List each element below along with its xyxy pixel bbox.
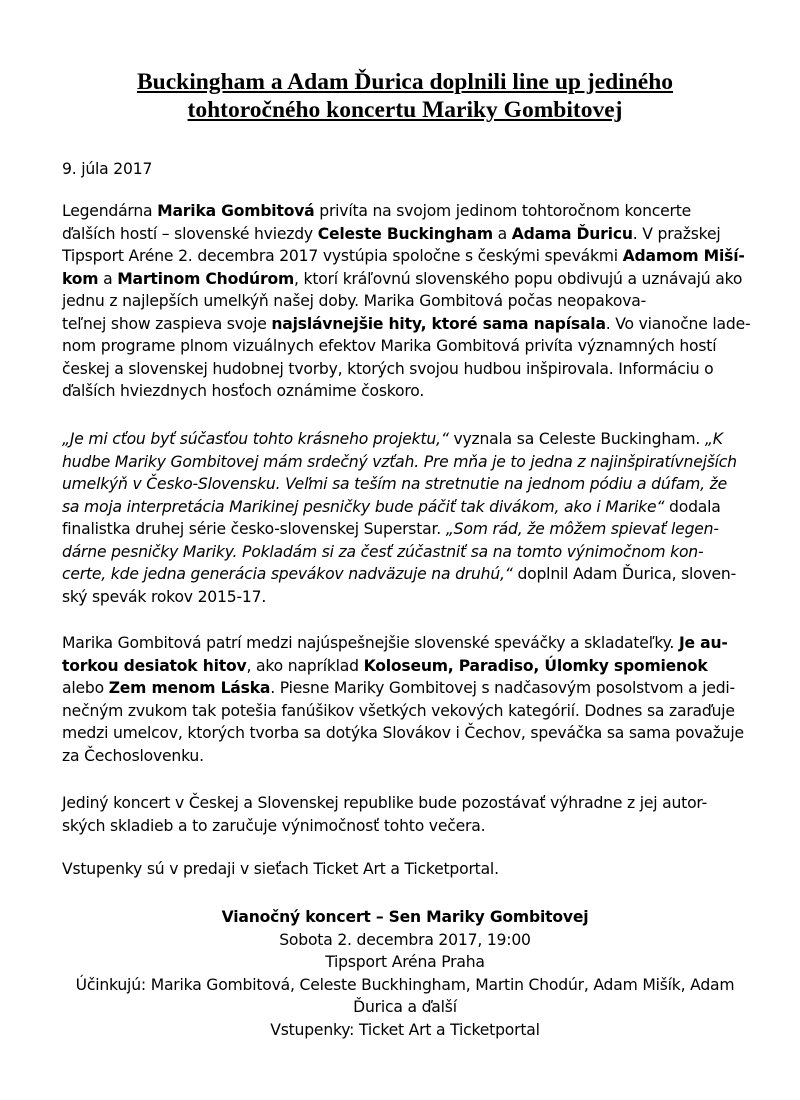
plain-text: Tipsport Aréne 2. decembra 2017 vystúpia spoločne s českými spevákmi bbox=[62, 247, 623, 265]
event-performers-cont: Ďurica a ďalší bbox=[353, 998, 457, 1016]
paragraph-intro bbox=[62, 200, 752, 403]
bold-text: Celeste Buckingham bbox=[317, 224, 493, 243]
plain-text: privíta na svojom jedinom tohtoročnom koncerte bbox=[314, 202, 692, 220]
text-line bbox=[62, 496, 752, 519]
italic-text: „Je mi cťou byť súčasťou tohto krásneho projektu,“ bbox=[62, 430, 449, 448]
text-line: medzi umelcov, ktorých tvorba sa dotýka Slovákov i Čechov, speváčka sa sama považuje bbox=[62, 724, 744, 742]
plain-text: . V pražskej bbox=[632, 224, 721, 243]
plain-text: finalistka druhej série česko-slovenskej Superstar. bbox=[62, 520, 446, 538]
text-line bbox=[62, 313, 752, 336]
paragraph-exclusive bbox=[62, 792, 752, 837]
text-line: nom programe plnom vizuálnych efektov Marika Gombitová privíta významných hostí bbox=[62, 337, 717, 355]
bold-text: Je au- bbox=[678, 634, 728, 652]
bold-text: Zem menom Láska bbox=[108, 679, 271, 697]
plain-text: . Piesne Mariky Gombitovej s nadčasovým posolstvom a jedi- bbox=[270, 679, 735, 697]
text-line: jednu z najlepších umelkýň našej doby. Marika Gombitová počas neopakova- bbox=[62, 292, 647, 310]
article-title bbox=[60, 68, 750, 124]
quote-text: dárne pesničky Mariky. Pokladám si za česť zúčastniť sa na tomto výnimočnom kon- bbox=[62, 542, 704, 561]
text-line: za Čechoslovenku. bbox=[62, 746, 204, 765]
plain-text: , ktorí kráľovnú slovenského popu obdivujú a uznávajú ako bbox=[294, 269, 743, 288]
text-line bbox=[62, 245, 752, 268]
text-line bbox=[62, 473, 752, 496]
plain-text: Legendárna bbox=[62, 202, 158, 220]
text-line: Jediný koncert v Českej a Slovenskej republike bude pozostávať výhradne z jej autor- bbox=[62, 794, 708, 812]
bold-text: Adama Ďuricu bbox=[511, 224, 633, 243]
italic-text: „Som rád, že môžem spievať legen- bbox=[445, 520, 719, 538]
italic-text: certe, kde jedna generácia spevákov nadväzuje na druhú,“ bbox=[62, 565, 513, 583]
plain-text: doplnil Adam Ďurica, sloven- bbox=[512, 565, 737, 583]
text-line: ských skladieb a to zaručuje výnimočnosť tohto večera. bbox=[62, 816, 486, 835]
bold-text: kom bbox=[62, 269, 99, 288]
paragraph-career bbox=[62, 632, 752, 767]
text-line: ďalších hviezdnych hosťoch oznámime čoskoro. bbox=[62, 382, 425, 400]
plain-text: a bbox=[98, 269, 118, 288]
bold-text: Marika Gombitová bbox=[157, 202, 315, 220]
text-line bbox=[62, 632, 752, 655]
title-line-1: Buckingham a Adam Ďurica doplnili line up jediného bbox=[136, 68, 674, 95]
event-performers: Účinkujú: Marika Gombitová, Celeste Buckhingham, Martin Chodúr, Adam Mišík, Adam bbox=[75, 975, 735, 994]
bold-text: Koloseum, Paradiso, Úlomky spomienok bbox=[363, 656, 708, 675]
text-line: ský spevák rokov 2015-17. bbox=[62, 587, 267, 606]
quote-text: hudbe Mariky Gombitovej mám srdečný vzťah. Pre mňa je to jedna z najinšpiratívnejších bbox=[62, 452, 737, 471]
text-line bbox=[62, 655, 752, 678]
plain-text: dodala bbox=[664, 497, 721, 516]
text-line: českej a slovenskej hudobnej tvorby, ktorých svojou hudbou inšpirovala. Informáciu o bbox=[62, 359, 714, 378]
bold-text: torkou desiatok hitov bbox=[62, 656, 247, 675]
text-line bbox=[62, 223, 752, 246]
bold-text: Martinom Chodúrom bbox=[117, 269, 294, 288]
title-line-2: tohtoročného koncertu Mariky Gombitovej bbox=[187, 96, 623, 123]
text-line bbox=[62, 677, 752, 700]
italic-text: sa moja interpretácia Marikinej pesničky bude páčiť tak divákom, ako i Marike“ bbox=[62, 497, 665, 516]
paragraph-quotes bbox=[62, 428, 752, 608]
text-line bbox=[62, 428, 752, 451]
quote-text: umelkýň v Česko-Slovensku. Veľmi sa teším na stretnutie na jednom pódiu a dúfam, že bbox=[62, 475, 728, 493]
plain-text: alebo bbox=[62, 679, 109, 697]
event-datetime: Sobota 2. decembra 2017, 19:00 bbox=[279, 930, 531, 949]
plain-text: vyznala sa Celeste Buckingham. bbox=[448, 430, 705, 448]
text-line bbox=[62, 200, 752, 223]
plain-text: teľnej show zaspieva svoje bbox=[62, 314, 272, 333]
plain-text: Marika Gombitová patrí medzi najúspešnejšie slovenské speváčky a skladateľky. bbox=[62, 634, 679, 652]
text-line bbox=[62, 563, 752, 586]
text-line bbox=[62, 268, 752, 291]
text-line bbox=[62, 541, 752, 564]
event-venue: Tipsport Aréna Praha bbox=[325, 953, 485, 971]
article-date: 9. júla 2017 bbox=[62, 160, 153, 178]
event-heading: Vianočný koncert – Sen Mariky Gombitovej bbox=[221, 908, 589, 926]
text-line bbox=[62, 518, 752, 541]
plain-text: . Vo vianočne lade- bbox=[605, 314, 751, 333]
bold-text: najslávnejšie hity, ktoré sama napísala bbox=[271, 314, 606, 333]
plain-text: , ako napríklad bbox=[246, 656, 364, 675]
paragraph-tickets: Vstupenky sú v predaji v sieťach Ticket Art a Ticketportal. bbox=[62, 860, 499, 878]
italic-text: „K bbox=[704, 430, 723, 448]
plain-text: a bbox=[492, 224, 512, 243]
event-tickets: Vstupenky: Ticket Art a Ticketportal bbox=[270, 1020, 540, 1039]
text-line bbox=[62, 451, 752, 474]
plain-text: ďalších hostí – slovenské hviezdy bbox=[62, 224, 318, 243]
bold-text: Adamom Miší- bbox=[622, 247, 745, 265]
text-line: nečným zvukom tak potešia fanúšikov všetkých vekových kategórií. Dodnes sa zaraďuje bbox=[62, 701, 735, 720]
event-info-block bbox=[55, 906, 755, 1041]
